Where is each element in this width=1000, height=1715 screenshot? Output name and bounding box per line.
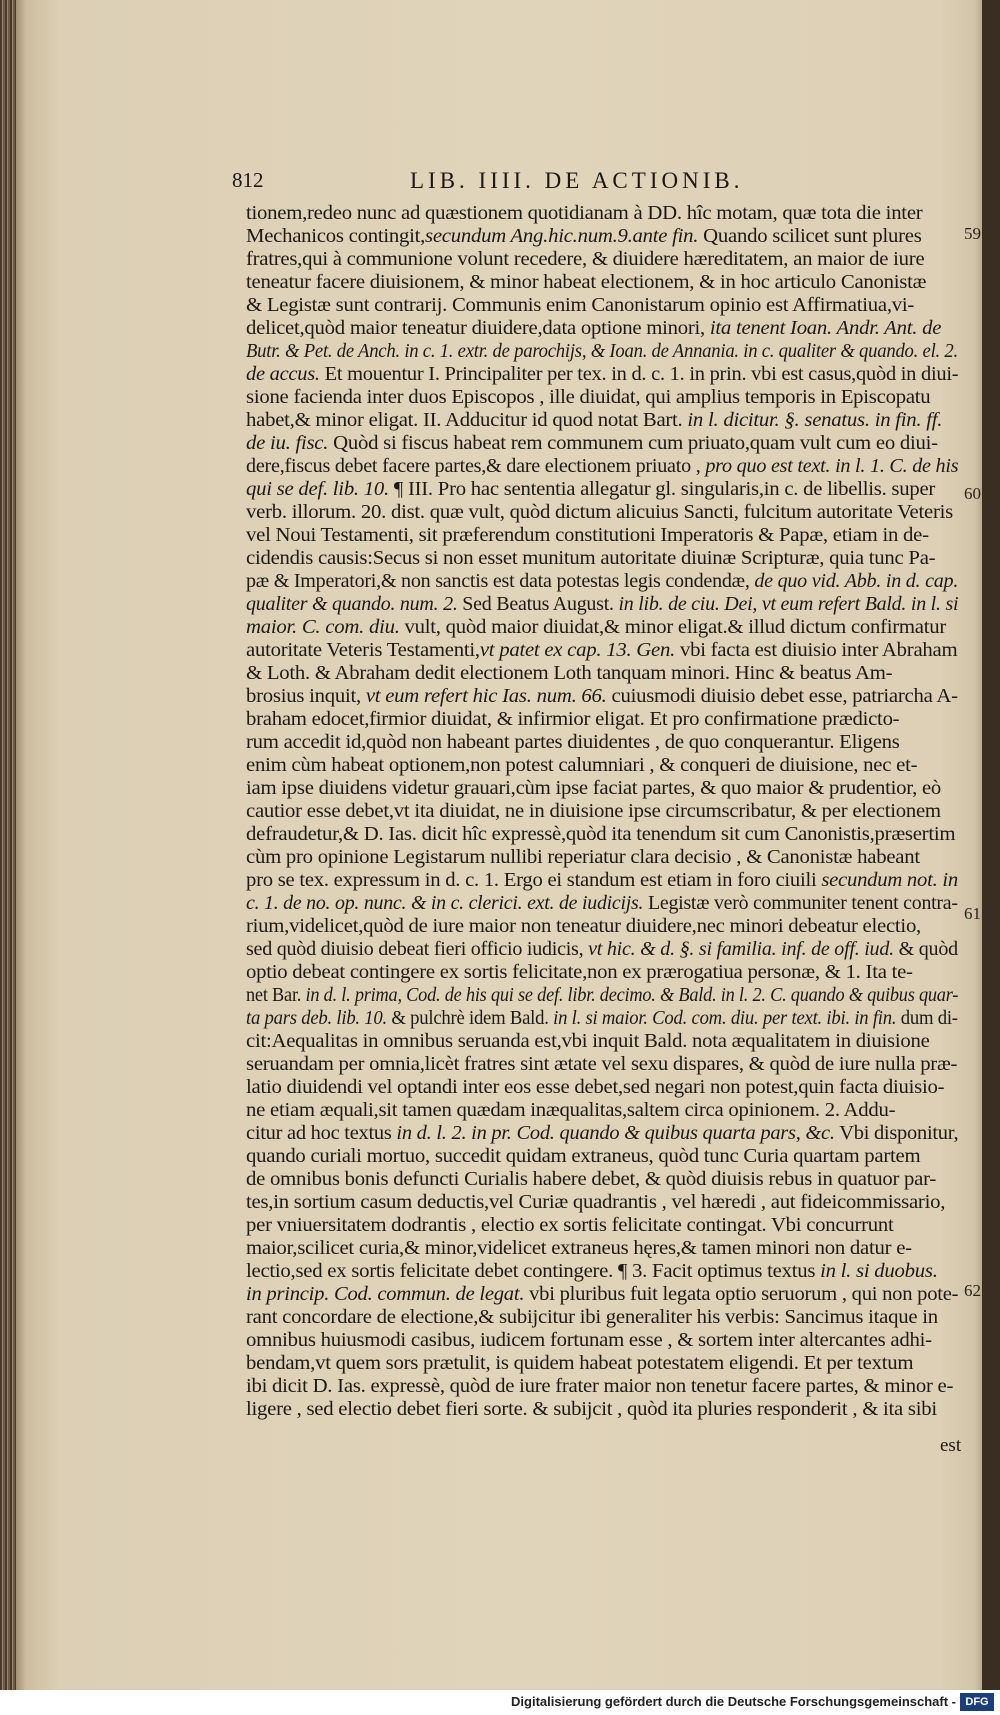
running-title: LIB. IIII. DE ACTIONIB. <box>410 168 744 193</box>
text-line <box>246 1076 944 1100</box>
digitization-footer <box>0 1690 1000 1715</box>
text-line <box>246 708 899 732</box>
body-text-segment: Sed Beatus August. <box>457 594 619 615</box>
body-text-segment: & Legistæ sunt contrarij. Communis enim Canonistarum opinio est Affirmatiua,vi- <box>246 295 915 316</box>
citation-text: in d. l. 2. in pr. Cod. quando & quibus quarta pars, &c. <box>396 1123 835 1144</box>
text-line <box>246 1375 953 1399</box>
body-text-segment: pæ & Imperatori,& non sanctis est data potestas legis condendæ, <box>246 571 755 592</box>
body-text-segment: per vniuersitatem dodrantis , electio ex sortis felicitate contingat. Vbi concurrunt <box>246 1215 894 1236</box>
body-text-segment: ne etiam æquali,sit tamen quædam inæqualitas,saltem circa opinionem. 2. Addu- <box>246 1100 896 1121</box>
body-text-segment: citur ad hoc textus <box>246 1123 397 1144</box>
book-gutter <box>0 0 16 1690</box>
citation-text: in d. l. prima, Cod. de his qui se def. libr. decimo. & Bald. in l. 2. C. quando & quibus quar- <box>305 985 959 1006</box>
citation-text: vt hic. & d. §. si familia. inf. de off. iud. <box>588 939 894 960</box>
citation-text: pro quo est text. in l. 1. C. de his <box>705 456 959 477</box>
margin-number: 62 <box>964 1281 981 1300</box>
text-line <box>246 1007 958 1031</box>
body-text-segment: Quòd si fiscus habeat rem communem cum priuato,quam vult cum eo diui- <box>328 433 938 454</box>
citation-text: de accus. <box>246 364 320 385</box>
citation-text: secundum not. in <box>821 870 958 891</box>
text-line <box>246 1306 938 1330</box>
running-head <box>232 168 962 194</box>
body-text-segment: optio debeat contingere ex sortis felicitate,non ex prærogatiua personæ, & 1. Ita te- <box>246 962 913 983</box>
body-text-segment: verb. illorum. 20. dist. quæ vult, quòd dictum alicuius Sancti, fulcitum autoritate Veteris <box>246 502 953 523</box>
text-line <box>246 731 900 755</box>
text-line <box>246 340 958 364</box>
text-line <box>246 478 935 502</box>
body-text-segment: defraudetur,& D. Ias. dicit hîc expressè,quòd ita tenendum sit cum Canonistis,præsertim <box>246 824 956 845</box>
dfg-logo-icon: DFG <box>960 1693 994 1711</box>
text-line <box>246 984 958 1008</box>
body-text-segment: fratres,qui à communione volunt recedere, & diuidere hæreditatem, an maior de iure <box>246 249 925 270</box>
text-line <box>246 1122 958 1146</box>
text-line <box>246 869 958 893</box>
text-line <box>246 1053 957 1077</box>
body-text-segment: rum accedit id,quòd non habeant partes diuidentes , de quo conquerantur. Eligens <box>246 732 900 753</box>
citation-text: in l. si duobus. <box>820 1261 938 1282</box>
margin-number: 59 <box>964 224 981 243</box>
text-line <box>246 754 917 778</box>
funding-notice: Digitalisierung gefördert durch die Deutsche Forschungsgemeinschaft - <box>511 1694 956 1709</box>
text-line <box>246 800 941 824</box>
body-text-segment: delicet,quòd maior teneatur diuidere,data optione minori, <box>246 318 710 339</box>
citation-text: maior. C. com. diu. <box>246 617 400 638</box>
body-text-segment: & Loth. & Abraham dedit electionem Loth tanquam minori. Hinc & beatus Am- <box>246 663 893 684</box>
body-text-segment: tionem,redeo nunc ad quæstionem quotidianam à DD. hîc motam, quæ tota die inter <box>246 203 923 224</box>
text-line <box>246 938 958 962</box>
text-line <box>246 524 929 548</box>
body-text-segment: Et mouentur I. Principaliter per tex. in d. c. 1. in prin. vbi est casus,quòd in diui- <box>319 364 959 385</box>
citation-text: ta pars deb. lib. 10. <box>246 1008 387 1029</box>
body-text-segment: vbi pluribus fuit legata optio seruorum , qui non pote- <box>524 1284 959 1305</box>
text-line <box>246 570 958 594</box>
citation-text: de quo vid. Abb. in d. cap. <box>754 571 959 592</box>
body-text-segment: latio diuidendi vel optandi inter eos esse debet,sed negari non potest,quin facta diuisio- <box>246 1077 945 1098</box>
body-text-segment: dere,fiscus debet facere partes,& dare electionem priuato , <box>246 456 706 477</box>
body-text-segment: & quòd <box>893 939 958 960</box>
body-text-segment: pro se tex. expressum in d. c. 1. Ergo ei standum est etiam in foro ciuili <box>246 870 822 891</box>
text-line <box>246 915 921 939</box>
body-text-segment: Legistæ verò communiter tenent contra- <box>643 893 958 914</box>
text-line <box>246 294 914 318</box>
body-text-segment: net Bar. <box>246 985 306 1006</box>
text-line <box>246 202 922 226</box>
body-text-segment: bendam,vt quem sors prætulit, is quidem habeat potestatem eligendi. Et per textum <box>246 1353 914 1374</box>
text-line <box>246 823 955 847</box>
margin-number: 60 <box>964 484 981 503</box>
body-text-segment: enim cùm habeat optionem,non potest calumniari , & conqueri de diuisione, nec et- <box>246 755 918 776</box>
text-line <box>246 777 941 801</box>
body-text-segment: Quando scilicet sunt plures <box>698 226 922 247</box>
body-text-segment: cuiusmodi diuisio debet esse, patriarcha A- <box>606 686 958 707</box>
margin-number: 61 <box>964 904 981 923</box>
body-text-segment: tes,in sortium casum deductis,vel Curiæ quadrantis , vel hæredi , aut fideicommissario, <box>246 1192 946 1213</box>
text-line <box>246 1283 958 1307</box>
body-text-segment: Vbi disponitur, <box>834 1123 959 1144</box>
text-line <box>246 271 926 295</box>
body-text-segment: iam ipse diuidens videtur grauari,cùm ipse faciat partes, & quo maior & prudentior, eò <box>246 778 942 799</box>
text-line <box>246 1030 930 1054</box>
text-line <box>246 363 958 387</box>
body-text-segment: rant concordare de electione,& subijcitur ibi generaliter his verbis: Sancimus itaque in <box>246 1307 938 1328</box>
catchword: est <box>940 1435 962 1456</box>
text-line <box>246 846 920 870</box>
body-text-segment: vel Noui Testamenti, sit præferendum constitutioni Imperatoris & Papæ, etiam in de- <box>246 525 929 546</box>
body-text-segment: cidendis causis:Secus si non esset munitum autoritate diuinæ Scripturæ, quia tunc Pa- <box>246 548 936 569</box>
citation-text: vt eum refert hic Ias. num. 66. <box>365 686 607 707</box>
text-line <box>246 1168 936 1192</box>
body-text-segment: ligere , sed electio debet fieri sorte. & subijcit , quòd ita pluries responderit , & ita sibi <box>246 1399 937 1420</box>
text-line <box>246 1398 937 1422</box>
body-text-segment: cit:Aequalitas in omnibus seruanda est,vbi inquit Bald. nota æqualitatem in diuisione <box>246 1031 930 1052</box>
body-text-segment: & pulchrè idem Bald. <box>386 1008 554 1029</box>
citation-text: secundum Ang.hic.num.9.ante fin. <box>425 226 699 247</box>
citation-text: qualiter & quando. num. 2. <box>246 594 458 615</box>
body-text-segment: rium,videlicet,quòd de iure maior non teneatur diuidere,nec minori debeatur electio, <box>246 916 921 937</box>
body-text-segment: maior,scilicet curia,& minor,videlicet extraneus hęres,& tamen minori non datur e- <box>246 1238 912 1259</box>
text-line <box>246 892 958 916</box>
text-line <box>246 1145 920 1169</box>
citation-text: in l. dicitur. §. senatus. in fin. ff. <box>687 410 943 431</box>
citation-text: de iu. fisc. <box>246 433 329 454</box>
text-line <box>246 248 924 272</box>
citation-text: c. 1. de no. op. nunc. & in c. clerici. ext. de iudicijs. <box>246 893 644 914</box>
body-text-segment: cùm pro opinione Legistarum nullibi reperiatur clara decisio , & Canonistæ habeant <box>246 847 920 868</box>
text-line <box>246 1191 945 1215</box>
body-text-segment: ibi dicit D. Ias. expressè, quòd de iure frater maior non tenetur facere partes, & minor e- <box>246 1376 954 1397</box>
citation-text: vt patet ex cap. 13. Gen. <box>479 640 676 661</box>
body-text-segment: sione facienda inter duos Episcopos , ille diuidat, qui amplius temporis in Episcopatu <box>246 387 931 408</box>
text-line <box>246 961 913 985</box>
body-text-segment: habet,& minor eligat. II. Adducitur id quod notat Bart. <box>246 410 688 431</box>
citation-text: Butr. & Pet. de Anch. in c. 1. extr. de parochijs, & Ioan. de Annania. in c. qualiter & quando. el. 2. <box>246 341 958 362</box>
citation-text: qui se def. lib. 10. <box>246 479 389 500</box>
body-text-segment: lectio,sed ex sortis felicitate debet contingere. ¶ 3. Facit optimus textus <box>246 1261 821 1282</box>
text-line <box>246 662 892 686</box>
body-text-segment: Mechanicos contingit, <box>246 226 426 247</box>
text-line <box>246 1237 912 1261</box>
body-text-segment: vult, quòd maior diuidat,& minor eligat.& illud dictum confirmatur <box>399 617 947 638</box>
body-text-segment: dum di- <box>896 1008 958 1029</box>
text-line <box>246 616 946 640</box>
citation-text: in lib. de ciu. Dei, vt eum refert Bald. in l. si <box>618 594 959 615</box>
text-line <box>246 547 935 571</box>
body-text-segment: autoritate Veteris Testamenti, <box>246 640 480 661</box>
text-line <box>246 1099 895 1123</box>
text-line <box>246 501 953 525</box>
body-text-segment: vbi facta est diuisio inter Abraham <box>675 640 958 661</box>
text-line <box>246 317 941 341</box>
body-text-segment: ¶ III. Pro hac sententia allegatur gl. singularis,in c. de libellis. super <box>388 479 936 500</box>
text-line <box>246 1329 932 1353</box>
text-line <box>246 432 938 456</box>
body-text-segment: quando curiali mortuo, succedit quidam extraneus, quòd tunc Curia quartam partem <box>246 1146 921 1167</box>
body-text-segment: braham edocet,firmior diuidat, & infirmior eligat. Et pro confirmatione prædicto- <box>246 709 900 730</box>
body-text-segment: sed quòd diuisio debeat fieri officio iudicis, <box>246 939 589 960</box>
citation-text: in princip. Cod. commun. de legat. <box>246 1284 525 1305</box>
body-text-segment: omnibus huiusmodi casibus, iudicem fortunam esse , & sortem inter altercantes adhi- <box>246 1330 932 1351</box>
body-text-segment: seruandam per omnia,licèt fratres sint ætate vel sexu dispares, & quòd de iure nulla præ- <box>246 1054 958 1075</box>
body-text-segment: teneatur facere diuisionem, & minor habeat electionem, & in hoc articulo Canonistæ <box>246 272 927 293</box>
body-text-segment: brosius inquit, <box>246 686 366 707</box>
text-line <box>246 1214 894 1238</box>
text-line <box>246 455 958 479</box>
text-line <box>246 386 930 410</box>
citation-text: in l. si maior. Cod. com. diu. per text. ibi. in fin. <box>553 1008 897 1029</box>
citation-text: ita tenent Ioan. Andr. Ant. de <box>709 318 942 339</box>
text-line <box>246 639 957 663</box>
text-line <box>246 685 958 709</box>
body-text-segment: de omnibus bonis defuncti Curialis habere debet, & quòd diuisis rebus in quatuor par- <box>246 1169 937 1190</box>
text-line <box>246 1260 938 1284</box>
body-text-segment: cautior esse debet,vt ita diuidat, ne in diuisione ipse circumscribatur, & per electionem <box>246 801 941 822</box>
text-line <box>246 225 922 249</box>
page-number: 812 <box>232 168 264 192</box>
text-line <box>246 593 958 617</box>
text-line <box>246 409 942 433</box>
text-line <box>246 1352 913 1376</box>
